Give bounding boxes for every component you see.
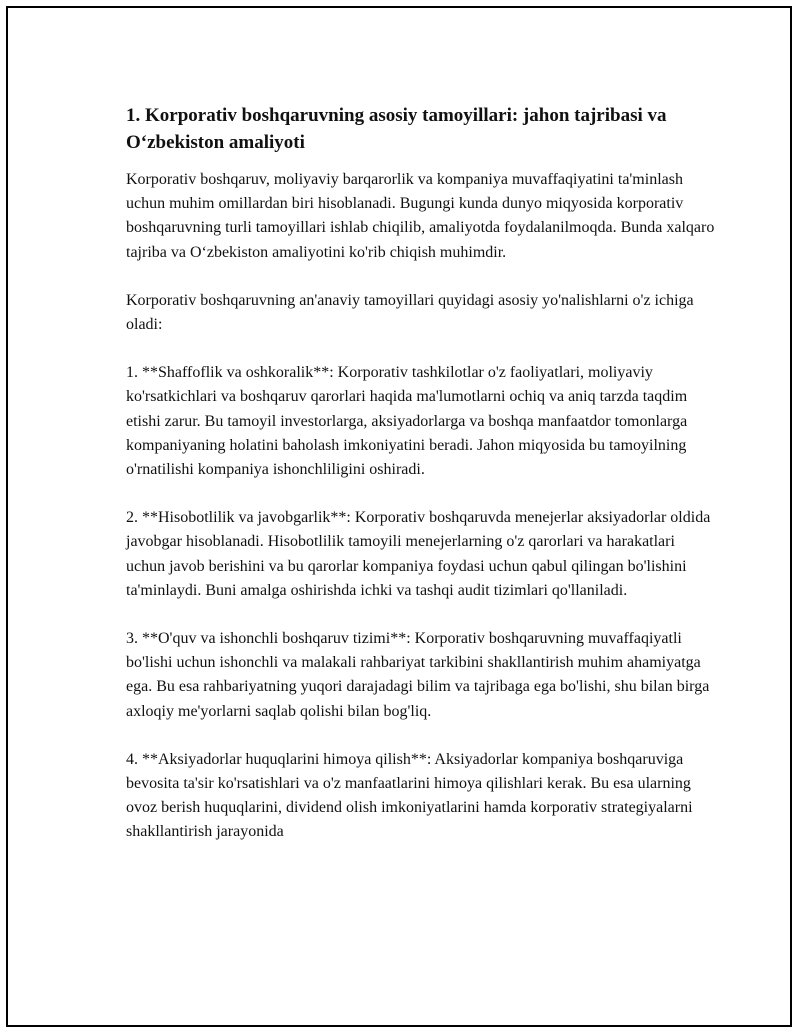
principle-accountability-paragraph: 2. **Hisobotlilik va javobgarlik**: Korporativ boshqaruvda menejerlar aksiyadorlar oldida javobgar hisoblanadi. Hisobotlilik tamoyili menejerlarning o'z qarorlari va harakatlari uchun javob berishini va bu qarorlar kompaniya foydasi uchun qabul qilingan bo'lishini ta'minlaydi. Buni amalga oshirishda ichki va tashqi audit tizimlari qo'llaniladi.	[126, 509, 711, 599]
document-body	[126, 102, 716, 869]
principle-transparency-paragraph: 1. **Shaffoflik va oshkoralik**: Korporativ tashkilotlar o'z faoliyatlari, moliyaviy ko'rsatkichlari va boshqaruv qarorlari haqida ma'lumotlarni ochiq va aniq tarzda taqdim etishi zarur. Bu tamoyil investorlarga, aksiyadorlarga va boshqa manfaatdor tomonlarga kompaniyaning holatini baholash imkoniyatini beradi. Jahon miqyosida bu tamoyilning o'rnatilishi kompaniya ishonchliligini oshiradi.	[126, 364, 688, 479]
principle-shareholder-rights-paragraph: 4. **Aksiyadorlar huquqlarini himoya qilish**: Aksiyadorlar kompaniya boshqaruviga bevosita ta'sir ko'rsatishlari va o'z manfaatlarini himoya qilishlari kerak. Bu esa ularning ovoz berish huquqlarini, dividend olish imkoniyatlarini hamda korporativ strategiyalarni shakllantirish jarayonida	[126, 750, 693, 841]
principles-lead-paragraph: Korporativ boshqaruvning an'anaviy tamoyillari quyidagi asosiy yo'nalishlarni o'z ichiga oladi:	[126, 291, 694, 334]
intro-paragraph: Korporativ boshqaruv, moliyaviy barqarorlik va kompaniya muvaffaqiyatini ta'minlash uchun muhim omillardan biri hisoblanadi. Bugungi kunda dunyo miqyosida korporativ boshqaruvning turli tamoyillari ishlab chiqilib, amaliyotda foydalanilmoqda. Bunda xalqaro tajriba va O‘zbekiston amaliyotini ko'rib chiqish muhimdir.	[126, 171, 715, 261]
principle-management-system-paragraph: 3. **O'quv va ishonchli boshqaruv tizimi**: Korporativ boshqaruvning muvaffaqiyatli bo'lishi uchun ishonchli va malakali rahbariyat tarkibini shakllantirish muhim ahamiyatga ega. Bu esa rahbariyatning yuqori darajadagi bilim va tajribaga ega bo'lishi, shu bilan birga axloqiy me'yorlarni saqlab qolishi bilan bog'liq.	[126, 630, 710, 720]
document-title: 1. Korporativ boshqaruvning asosiy tamoyillari: jahon tajribasi va O‘zbekiston amaliyoti	[126, 105, 667, 153]
page-frame	[6, 6, 792, 1027]
